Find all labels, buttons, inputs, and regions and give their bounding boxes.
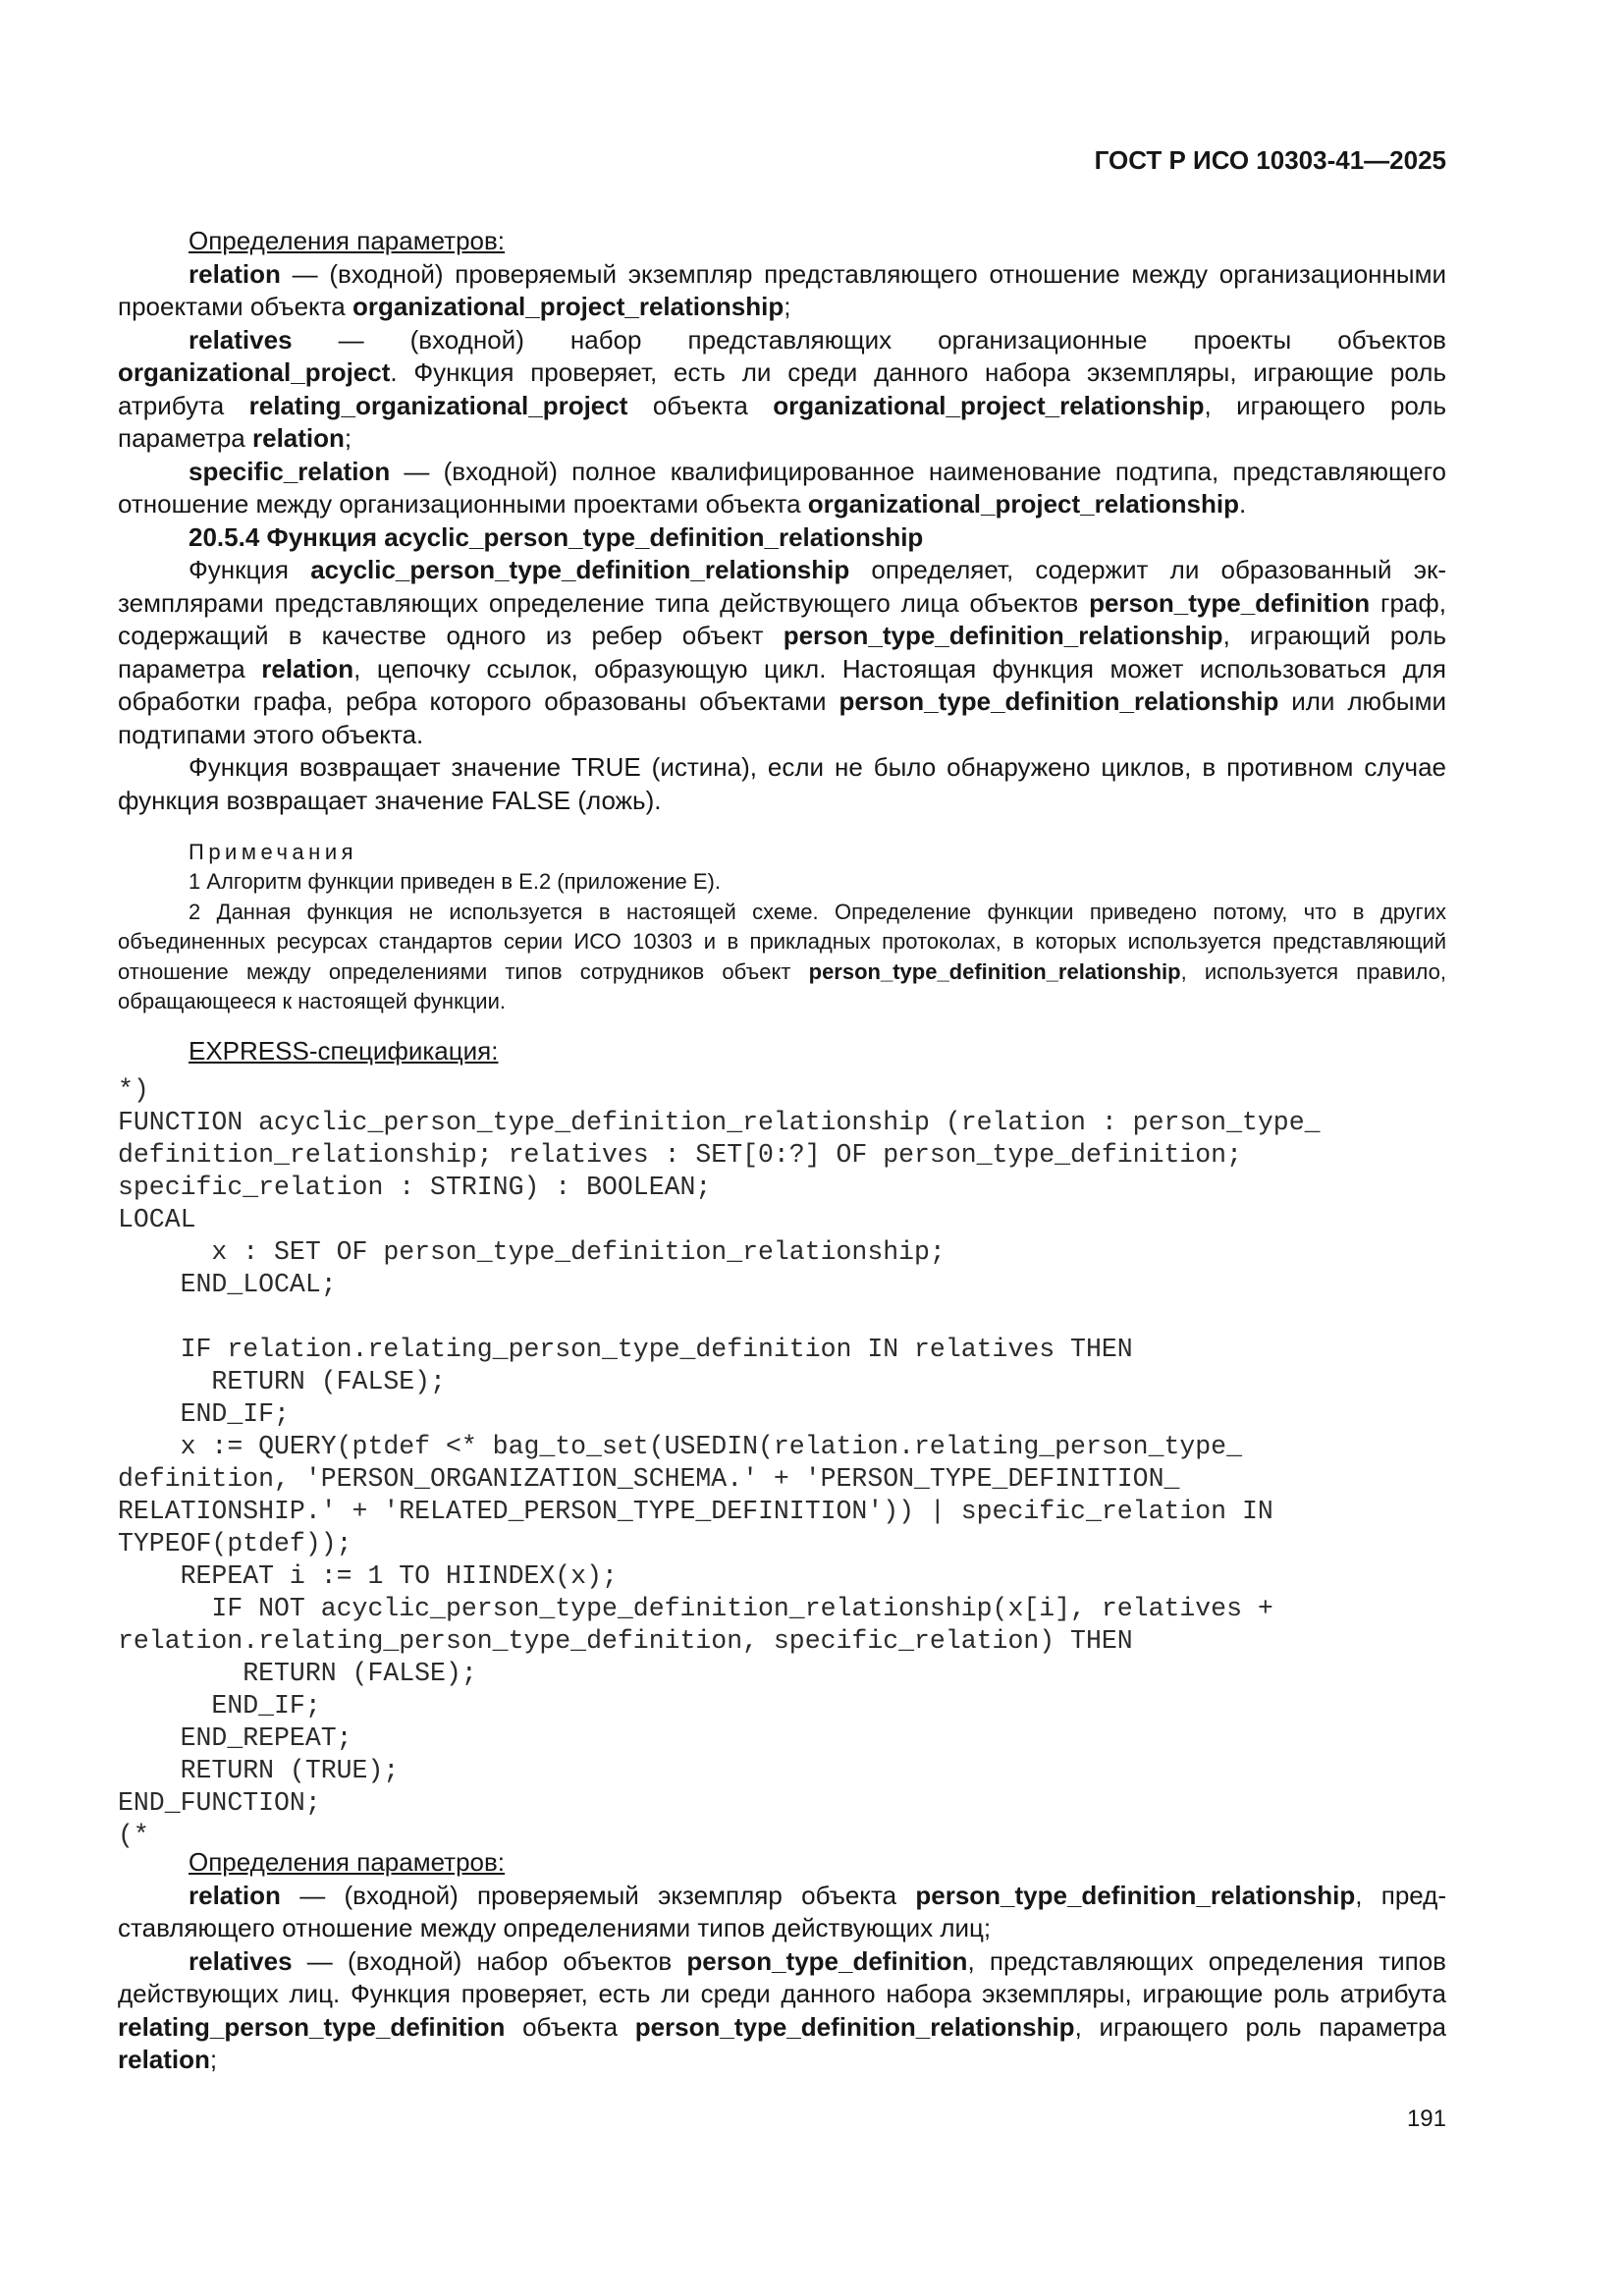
standard-identifier: ГОСТ Р ИСО 10303-41—2025 <box>1094 145 1446 175</box>
express-heading-block <box>118 1035 1446 1068</box>
parameter-definitions-1 <box>118 225 1446 817</box>
page-number: 191 <box>1406 2105 1446 2132</box>
param-relatives: relatives — (входной) набор представляющих организационные проекты объектов organizational_project. Функция проверяет, есть ли среди данного набора экземпляры, играющие роль атрибута relating_organizational_project объекта organizational_project_relationship, играющего роль параметра relation; <box>118 324 1447 453</box>
return-value-description: Функция возвращает значение TRUE (истина), если не было обнаружено циклов, в противном случае функция возвращает значение FALSE (ложь). <box>118 752 1446 815</box>
note-1: 1 Алгоритм функции приведен в E.2 (приложение E). <box>189 869 721 894</box>
param-specific-relation: specific_relation — (входной) полное квалифицированное наименование подтипа, представляющего отношение между организационными проектами объекта organizational_project_relationship. <box>118 456 1446 519</box>
note-2: 2 Данная функция не используется в настоящей схеме. Определение функции приведено потому, что в других объединенных ресурсах стандартов серии ИСО 10303 и в прикладных протоколах, в которых используется представляющий отношение между определениями типов сотрудников объект person_type_definition_relationship, используется правило, обращающееся к настоящей функции. <box>118 899 1446 1013</box>
subheading-parameter-definitions-2: Определения параметров: <box>189 1847 506 1877</box>
param-relation: relation — (входной) проверяемый экземпляр представляющего отношение между организационными проектами объекта organizational_project_relationship; <box>118 258 1446 321</box>
subheading-parameter-definitions: Определения параметров: <box>189 226 506 255</box>
parameter-definitions-2 <box>118 1846 1446 2077</box>
express-code-listing: *) FUNCTION acyclic_person_type_definition_relationship (relation : person_type_ definition_relationship; relatives : SET[0:?] OF person_type_definition; specific_relation : STRING) : BOOLEAN; LOCAL x : SET OF person_type_definition_relationship; END_LOCAL; IF relation.relating_person_type_definition IN relatives THEN RETURN (FALSE); END_IF; x := QUERY(ptdef <* bag_to_set(USEDIN(relation.relating_person_type_ definition, 'PERSON_ORGANIZATION_SCHEMA.' + 'PERSON_TYPE_DEFINITION_ RELATIONSHIP.' + 'RELATED_PERSON_TYPE_DEFINITION')) | specific_relation IN TYPEOF(ptdef)); REPEAT i := 1 TO HIINDEX(x); IF NOT acyclic_person_type_definition_relationship(x[i], relatives + relation.relating_person_type_definition, specific_relation) THEN RETURN (FALSE); END_IF; END_REPEAT; RETURN (TRUE); END_FUNCTION; (* <box>118 1075 1321 1850</box>
function-description: Функция acyclic_person_type_definition_relationship определяет, содержит ли образованный экземплярами представляющих определение типа действующего лица объектов person_type_definition граф, содержащий в качестве одного из ребер объект person_type_definition_relationship, играющий роль параметра relation, цепочку ссылок, образующую цикл. Настоящая функция может использоваться для обработки графа, ребра которого образованы объектами person_type_definition_relationship или любыми подтипами этого объекта. <box>118 555 1447 749</box>
param-relatives-2: relatives — (входной) набор объектов person_type_definition, представляющих определения типов действующих лиц. Функция проверяет, есть ли среди данного набора экземпляры, играющие роль атрибута relating_person_type_definition объекта person_type_definition_relationship, играющего роль параметра relation; <box>118 1945 1446 2074</box>
express-specification-heading: EXPRESS-спецификация: <box>189 1036 499 1066</box>
notes-title: Примечания <box>189 840 358 864</box>
clause-heading: 20.5.4 Функция acyclic_person_type_definition_relationship <box>189 521 924 552</box>
param-relation-2: relation — (входной) проверяемый экземпляр объекта person_type_definition_relationship, представляющего отношение между определениями типов действующих лиц; <box>118 1880 1447 1942</box>
notes-block <box>118 837 1446 1017</box>
